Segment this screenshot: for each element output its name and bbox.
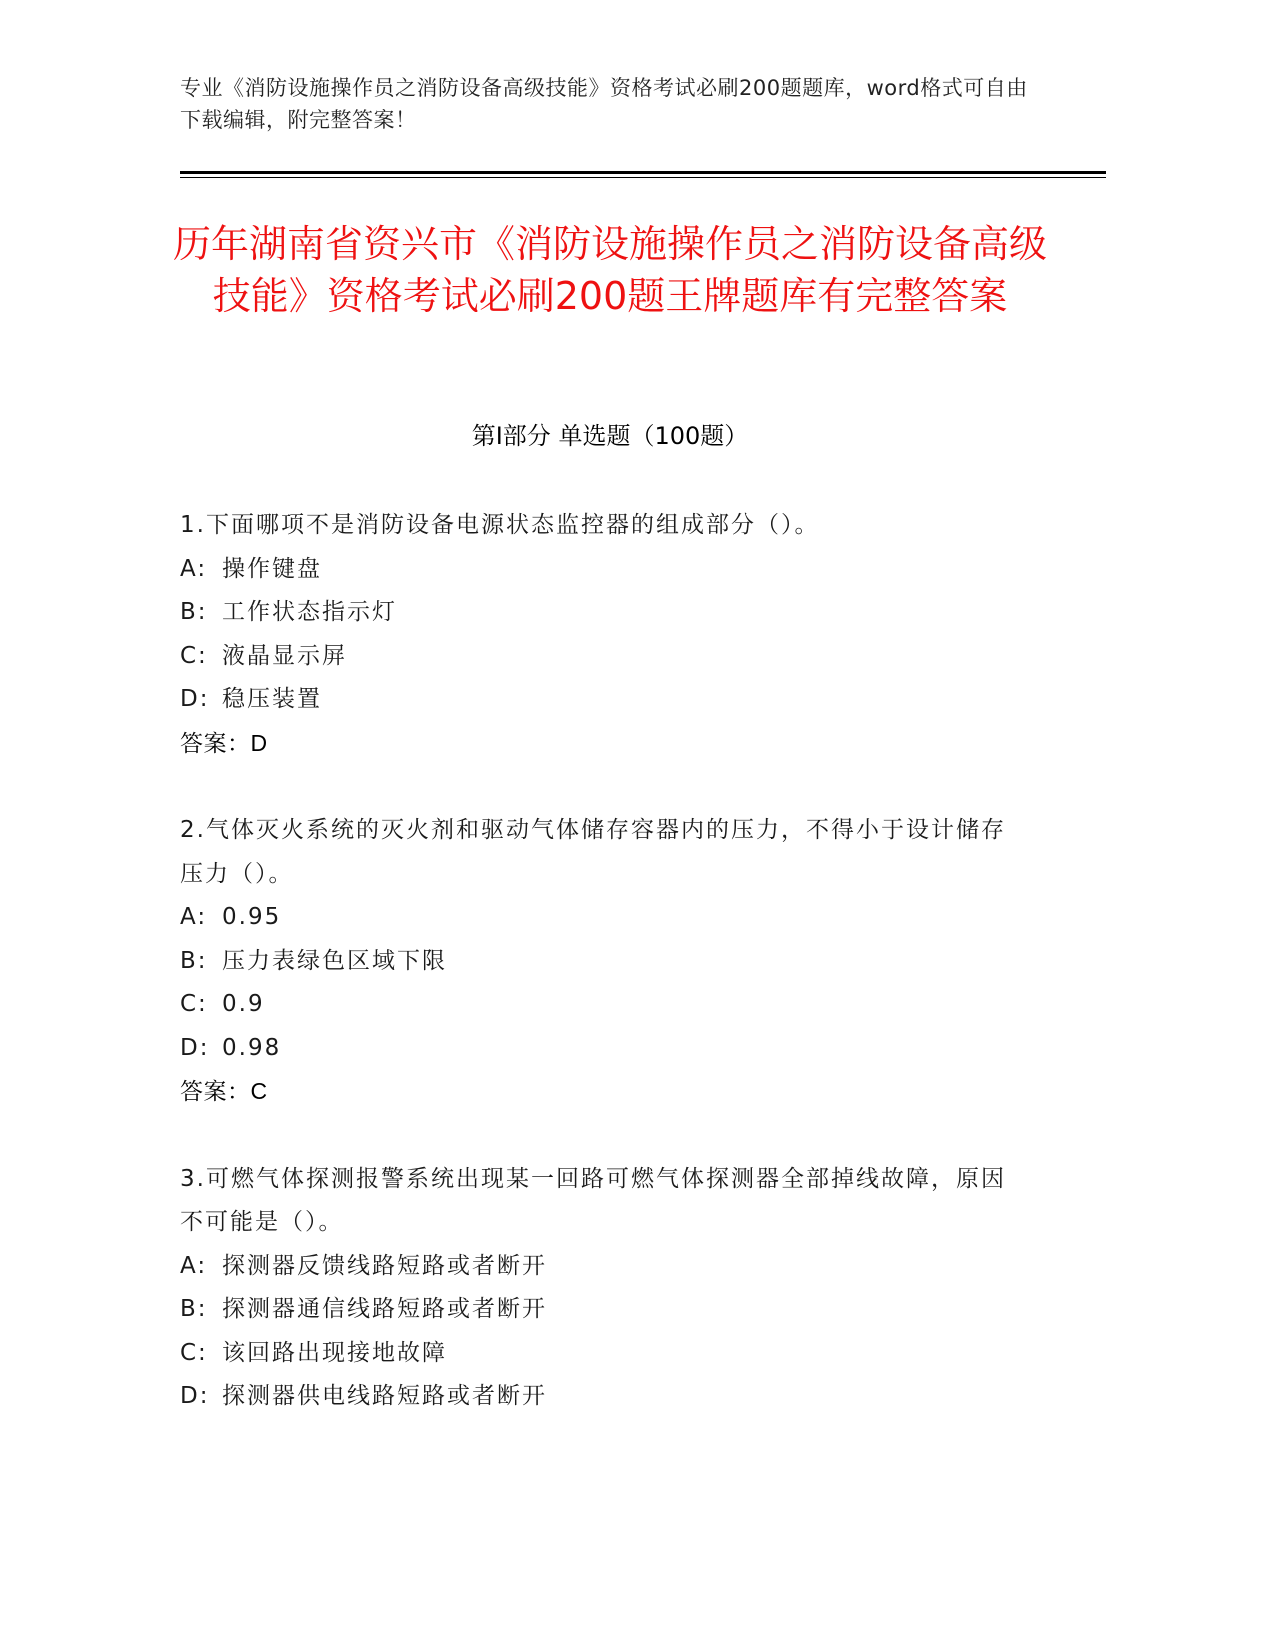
option-text: 0.98 [222, 1034, 282, 1061]
option-d [180, 678, 1030, 722]
option-b [180, 940, 1030, 984]
option-b [180, 591, 1030, 635]
option-key: D: [180, 1383, 210, 1409]
option-text: 稳压装置 [222, 686, 322, 712]
question-list [180, 504, 1030, 1463]
section-title: 第Ⅰ部分 单选题（100题） [471, 422, 749, 450]
question-1 [180, 504, 1030, 765]
answer: 答案：C [180, 1078, 268, 1104]
header-note: 专业《消防设施操作员之消防设备高级技能》资格考试必刷200题题库，word格式可自由下载编辑，附完整答案！ [180, 76, 1028, 132]
question-stem: 1.下面哪项不是消防设备电源状态监控器的组成部分（）。 [180, 512, 820, 538]
option-text: 工作状态指示灯 [222, 599, 397, 625]
option-text: 液晶显示屏 [222, 642, 347, 669]
option-key: D: [180, 1034, 210, 1061]
option-d [180, 1375, 1030, 1419]
option-key: B: [180, 1296, 208, 1322]
question-2 [180, 809, 1030, 1114]
option-a [180, 896, 1030, 940]
question-stem: 3.可燃气体探测报警系统出现某一回路可燃气体探测器全部掉线故障，原因不可能是（）。 [180, 1165, 1006, 1235]
option-c [180, 635, 1030, 679]
option-key: C: [180, 642, 208, 669]
option-d [180, 1027, 1030, 1071]
option-text: 该回路出现接地故障 [222, 1339, 447, 1366]
option-b [180, 1288, 1030, 1332]
option-text: 0.9 [222, 991, 265, 1017]
answer: 答案：D [180, 729, 268, 756]
option-key: C: [180, 991, 208, 1017]
option-a [180, 548, 1030, 592]
option-key: B: [180, 599, 208, 625]
document-title: 历年湖南省资兴市《消防设施操作员之消防设备高级技能》资格考试必刷200题王牌题库有完整答案 [172, 222, 1047, 318]
option-text: 0.95 [222, 904, 282, 930]
option-text: 探测器通信线路短路或者断开 [222, 1296, 547, 1322]
header-divider-thin [180, 177, 1106, 178]
option-key: A: [180, 1252, 208, 1279]
option-key: B: [180, 947, 208, 974]
option-key: A: [180, 555, 208, 582]
option-text: 操作键盘 [222, 555, 322, 582]
option-key: A: [180, 904, 208, 930]
option-text: 压力表绿色区域下限 [222, 947, 447, 974]
option-text: 探测器供电线路短路或者断开 [222, 1383, 547, 1409]
question-stem: 2.气体灭火系统的灭火剂和驱动气体储存容器内的压力，不得小于设计储存压力（）。 [180, 817, 1006, 887]
option-a [180, 1245, 1030, 1289]
question-3 [180, 1158, 1030, 1419]
option-c [180, 1332, 1030, 1376]
option-key: C: [180, 1339, 208, 1366]
option-key: D: [180, 686, 210, 712]
header-divider-thick [180, 171, 1106, 174]
option-text: 探测器反馈线路短路或者断开 [222, 1252, 547, 1279]
option-c [180, 983, 1030, 1027]
